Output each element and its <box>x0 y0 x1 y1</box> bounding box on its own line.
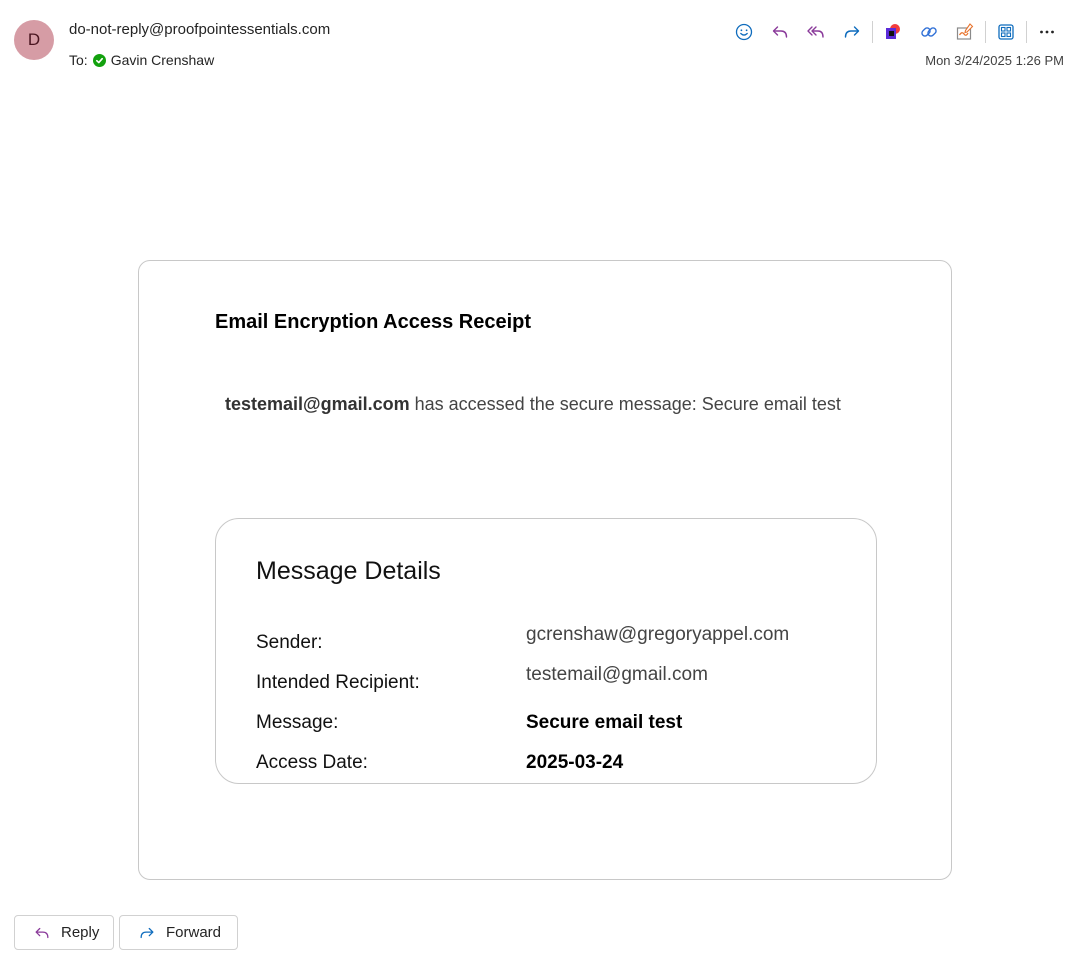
recipient-row <box>69 52 214 68</box>
forward-icon <box>842 22 862 42</box>
details-title: Message Details <box>256 557 441 585</box>
recipient-name[interactable]: Gavin Crenshaw <box>110 52 215 68</box>
reply-button[interactable] <box>762 18 798 46</box>
reply-icon <box>33 924 51 942</box>
reply-all-icon <box>806 22 826 42</box>
detail-value-sender: gcrenshaw@gregoryappel.com <box>526 624 790 645</box>
app-icon <box>883 22 903 42</box>
link-icon <box>919 22 939 42</box>
receipt-title: Email Encryption Access Receipt <box>215 311 532 333</box>
detail-value-recipient: testemail@gmail.com <box>526 664 708 685</box>
apps-grid-button[interactable] <box>988 18 1024 46</box>
forward-icon <box>138 924 156 942</box>
accessor-email: testemail@gmail.com <box>225 394 410 414</box>
access-text: has accessed the secure message: Secure email test <box>409 394 841 414</box>
detail-label-recipient: Intended Recipient: <box>256 672 420 693</box>
detail-label-access-date: Access Date: <box>256 752 368 773</box>
detail-value-message: Secure email test <box>526 712 683 733</box>
detail-value-access-date: 2025-03-24 <box>526 752 624 773</box>
emoji-button[interactable] <box>726 18 762 46</box>
reply-all-button[interactable] <box>798 18 834 46</box>
addin-sign-button[interactable] <box>947 18 983 46</box>
verified-check-icon <box>93 54 106 67</box>
more-icon <box>1037 22 1057 42</box>
sign-icon <box>955 22 975 42</box>
message-details-panel <box>215 518 877 784</box>
access-statement <box>225 394 841 415</box>
forward-button[interactable] <box>834 18 870 46</box>
sender-address[interactable]: do-not-reply@proofpointessentials.com <box>69 21 331 38</box>
more-actions-button[interactable] <box>1029 18 1065 46</box>
detail-label-sender: Sender: <box>256 632 323 653</box>
toolbar-divider <box>1026 21 1027 43</box>
addin-link-button[interactable] <box>911 18 947 46</box>
reply-icon <box>770 22 790 42</box>
addin-app-button[interactable] <box>875 18 911 46</box>
message-toolbar <box>726 18 1065 46</box>
reply-action-button[interactable] <box>14 915 114 950</box>
toolbar-divider <box>985 21 986 43</box>
grid-icon <box>996 22 1016 42</box>
sender-avatar[interactable]: D <box>14 20 54 60</box>
email-body-card <box>138 260 952 880</box>
to-label: To: <box>69 52 88 68</box>
detail-label-message: Message: <box>256 712 339 733</box>
message-header <box>0 0 1087 80</box>
forward-label: Forward <box>166 924 222 941</box>
toolbar-divider <box>872 21 873 43</box>
emoji-icon <box>734 22 754 42</box>
reply-label: Reply <box>61 924 100 941</box>
received-date: Mon 3/24/2025 1:26 PM <box>925 53 1064 68</box>
forward-action-button[interactable] <box>119 915 238 950</box>
